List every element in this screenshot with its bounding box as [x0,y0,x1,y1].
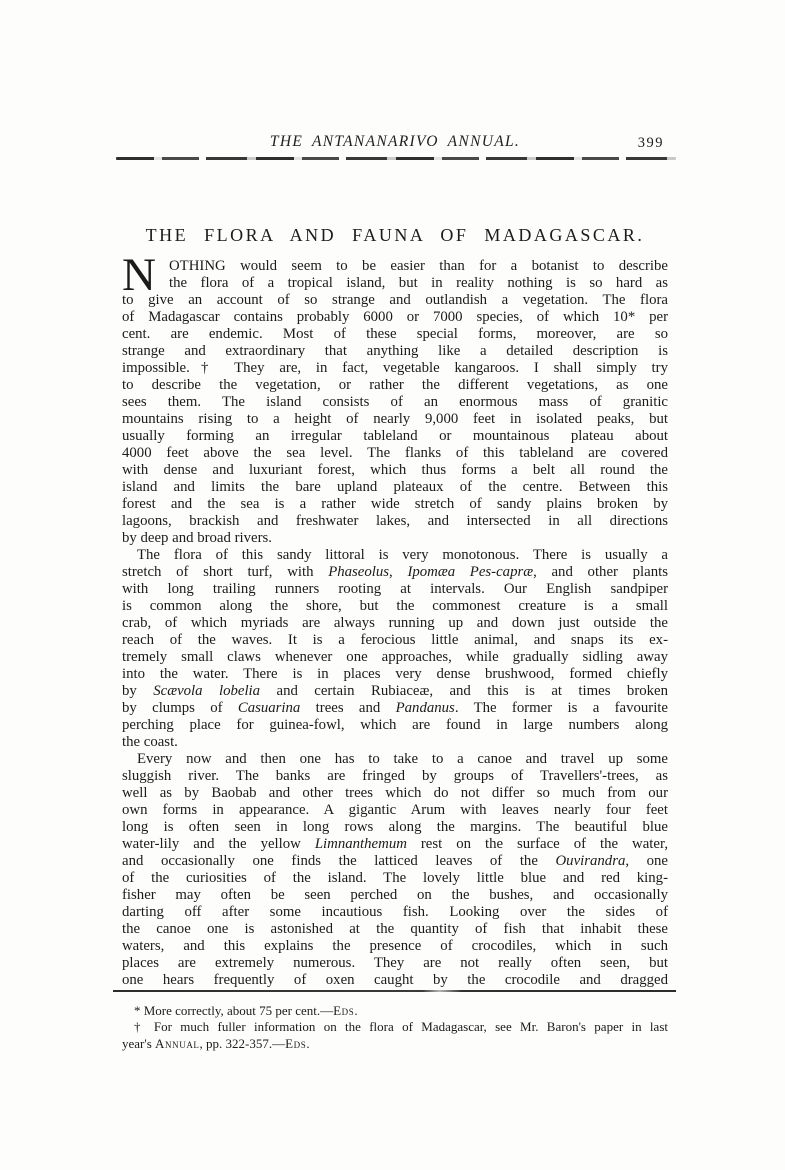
text-line [122,904,668,921]
text-segment: cent. are endemic. Most of these special forms, moreover, are so [122,325,668,342]
text-segment: stretch of short turf, with [122,563,329,580]
text-segment: to give an account of so strange and outlandish a vegetation. The flora [122,291,668,308]
text-line [122,394,668,411]
smallcaps-text-segment: Eds. [333,1002,359,1018]
text-line [122,921,668,938]
text-line [122,734,668,751]
text-line [122,377,668,394]
text-segment: , one [625,852,669,869]
text-segment: , and other plants [533,563,668,580]
paragraph [122,751,668,989]
italic-text-segment: Phaseolus [328,563,390,580]
text-segment: one hears frequently of oxen caught by the crocodile and dragged [122,971,668,988]
text-line [122,360,668,377]
text-segment: reach of the waves. It is a ferocious little animal, and snaps its ex- [122,631,668,648]
text-line [122,411,668,428]
text-segment: Every now and then one has to take to a canoe and travel up some [137,750,668,767]
text-line [122,275,668,292]
text-segment: mountains rising to a height of nearly 9,000 feet in isolated peaks, but [122,410,668,427]
text-line [122,445,668,462]
text-segment: impossible.† They are, in fact, vegetable kangaroos. I shall simply try [122,359,668,376]
footnote-line [122,1036,668,1053]
text-segment: * More correctly, about 75 per cent.— [134,1002,334,1018]
text-segment: fisher may often be seen perched on the bushes, and occasionally [122,886,668,903]
footnotes [122,1003,668,1053]
text-segment: rest on the surface of the water, [406,835,669,852]
footnote-rule [113,990,676,992]
text-segment: the flora of a tropical island, but in reality nothing is so hard as [169,274,668,291]
text-line [122,802,668,819]
running-head [122,133,668,151]
italic-text-segment: Limnanthemum [314,835,407,852]
text-line [122,326,668,343]
text-line [122,683,668,700]
text-segment: is common along the shore, but the commonest creature is a small [122,597,668,614]
text-segment: crab, of which myriads are always running up and down just outside the [122,614,668,631]
smallcaps-text-segment: Eds. [285,1036,311,1052]
text-segment: and occasionally one finds the latticed leaves of the [122,852,556,869]
text-segment: own forms in appearance. A gigantic Arum with leaves nearly four feet [122,801,668,818]
text-line [122,666,668,683]
smallcaps-text-segment: Annual [155,1036,200,1052]
text-segment: by clumps of [122,699,238,716]
text-segment: usually forming an irregular tableland or mountainous plateau about [122,427,668,444]
paragraph [122,547,668,751]
text-segment: forest and the sea is a rather wide stretch of sandy plains broken by [122,495,668,512]
text-line [122,870,668,887]
running-title: THE ANTANANARIVO ANNUAL. [269,133,521,150]
text-segment: to describe the vegetation, or rather the different vegetations, as one [122,376,668,393]
text-line [122,496,668,513]
text-line [122,428,668,445]
text-segment: the coast. [122,733,178,750]
article-title: THE FLORA AND FAUNA OF MADAGASCAR. [145,224,645,245]
text-segment: waters, and this explains the presence of crocodiles, which in such [122,937,668,954]
text-segment: OTHING would seem to be easier than for a botanist to describe [169,257,668,274]
text-line [122,938,668,955]
text-line [122,598,668,615]
paragraph [122,248,668,547]
text-line [122,513,668,530]
text-segment: perching place for guinea-fowl, which are found in large numbers along [122,716,668,733]
text-line [122,649,668,666]
text-segment: the canoe one is astonished at the quantity of fish that inhabit these [122,920,668,937]
text-line [122,887,668,904]
text-line [122,530,668,547]
italic-text-segment: Ipomæa Pes-capræ [407,563,534,580]
text-segment: places are extremely numerous. They are not really often seen, but [122,954,668,971]
italic-text-segment: Scævola lobelia [153,682,261,699]
text-line [122,972,668,989]
text-line [122,785,668,802]
text-segment: of the curiosities of the island. The lovely little blue and red king- [122,869,668,886]
text-segment: by [122,682,154,699]
text-segment: water-lily and the yellow [122,835,315,852]
text-segment: The flora of this sandy littoral is very monotonous. There is usually a [137,546,668,563]
italic-text-segment: Ouvirandra [555,852,626,869]
text-segment: sluggish river. The banks are fringed by groups of Travellers'-trees, as [122,767,668,784]
header-rule [116,157,676,160]
text-segment: long is often seen in long rows along the margins. The beautiful blue [122,818,668,835]
page-content [122,133,668,1053]
text-line [122,717,668,734]
text-segment: of Madagascar contains probably 6000 or 7000 species, of which 10* per [122,308,668,325]
footnote-line [122,1003,668,1020]
text-segment: 4000 feet above the sea level. The flanks of this tableland are covered [122,444,668,461]
text-line [122,462,668,479]
text-line [122,955,668,972]
text-line [122,309,668,326]
text-segment: . The former is a favourite [454,699,668,716]
text-segment: year's [122,1036,156,1052]
text-segment: tremely small claws whenever one approaches, while gradually sidling away [122,648,668,665]
text-line [122,258,668,275]
text-line [122,700,668,717]
text-segment: † For much fuller information on the flora of Madagascar, see Mr. Baron's paper in last [134,1019,668,1035]
text-line [122,547,668,564]
text-segment: and certain Rubiaceæ, and this is at times broken [260,682,669,699]
text-line [122,632,668,649]
text-segment: darting off after some incautious fish. Looking over the sides of [122,903,668,920]
text-segment: island and limits the bare upland plateaux of the centre. Between this [122,478,668,495]
text-line [122,564,668,581]
italic-text-segment: Pandanus [395,699,455,716]
text-segment: into the water. There is in places very dense brushwood, formed chiefly [122,665,668,682]
text-line [122,853,668,870]
text-line [122,768,668,785]
text-segment: with dense and luxuriant forest, which thus forms a belt all round the [122,461,668,478]
drop-cap: N [122,248,156,301]
text-line [122,751,668,768]
text-segment: by deep and broad rivers. [122,529,272,546]
italic-text-segment: Casuarina [237,699,301,716]
text-line [122,343,668,360]
text-segment: lagoons, brackish and freshwater lakes, and intersected in all directions [122,512,668,529]
text-line [122,615,668,632]
page-number: 399 [637,135,664,151]
text-line [122,292,668,309]
text-segment: sees them. The island consists of an enormous mass of granitic [122,393,668,410]
footnote-line [122,1019,668,1036]
text-line [122,819,668,836]
text-segment: well as by Baobab and other trees which do not differ so much from our [122,784,668,801]
text-line [122,479,668,496]
text-line [122,836,668,853]
article-body [122,248,669,989]
text-line [122,581,668,598]
text-segment: , [389,563,408,580]
text-segment: with long trailing runners rooting at intervals. Our English sandpiper [122,580,668,597]
text-segment: trees and [300,699,396,716]
text-segment: , pp. 322-357.— [199,1036,286,1052]
text-segment: strange and extraordinary that anything like a detailed description is [122,342,668,359]
